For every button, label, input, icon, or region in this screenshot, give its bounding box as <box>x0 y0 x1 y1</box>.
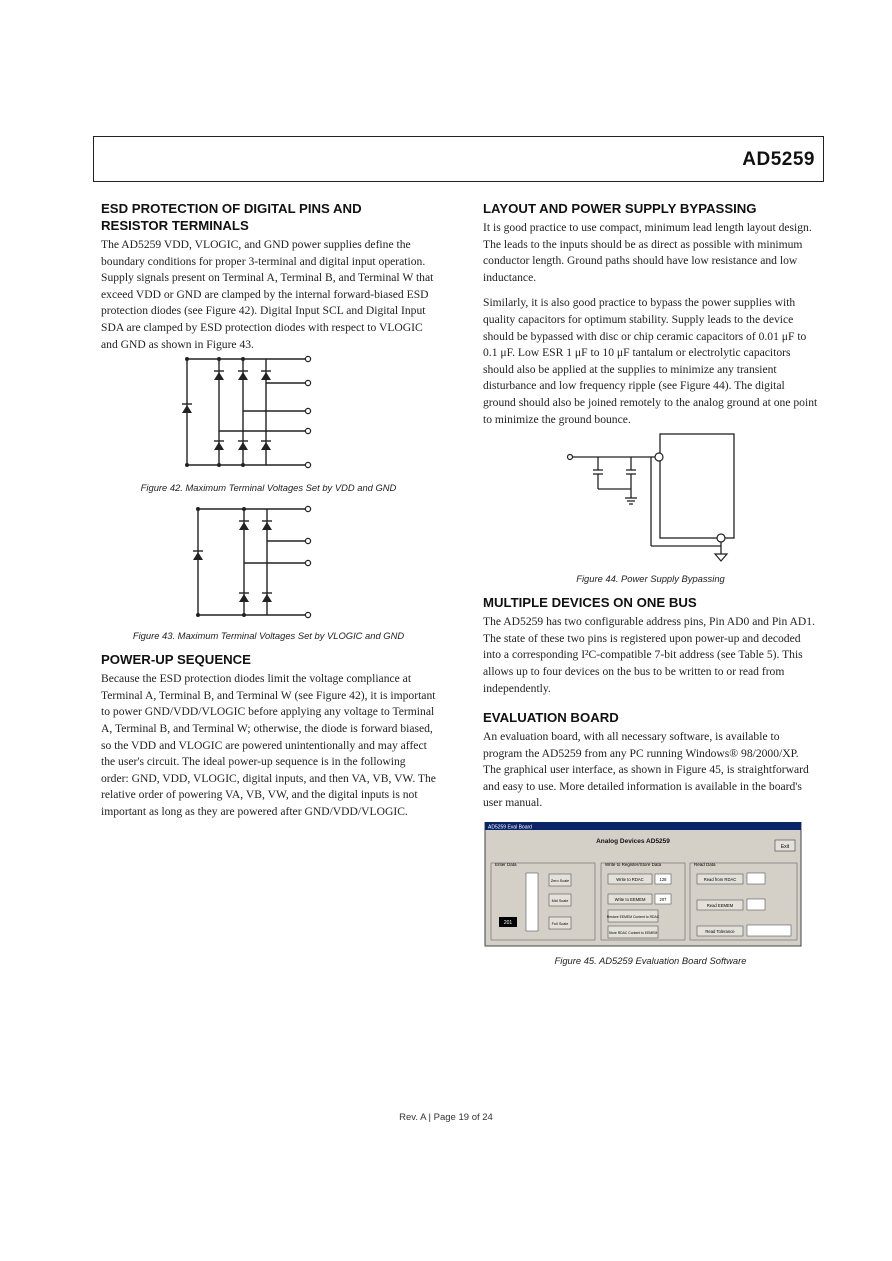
esd-heading <box>101 200 436 234</box>
full-scale-label: Full Scale <box>551 922 569 927</box>
figure-45-caption: Figure 45. AD5259 Evaluation Board Software <box>554 955 747 967</box>
figure-43-caption: Figure 43. Maximum Terminal Voltages Set by VLOGIC and GND <box>132 630 405 642</box>
software-window-title: AD5259 Eval Board <box>488 824 532 831</box>
figure-42-diagram <box>101 353 436 475</box>
data-value: 201 <box>503 920 513 927</box>
layout-paragraph-2: Similarly, it is also good practice to bypass the power supplies with quality capacitors for optimum stability. Supply leads to the device should be bypassed with disc or chip ceramic capacitors of 0.01 μF to 0.1 μF. Low ESR 1 μF to 10 μF tantalum or electrolytic capacitors should also be applied at the supplies to minimize any transient disturbance and low frequency ripple (see Figure 44). The digital ground should also be joined remotely to the analog ground at one point to minimize the ground bounce. <box>483 296 818 426</box>
read-tolerance-label: Read Tolerance <box>705 929 735 935</box>
page-header <box>93 136 824 182</box>
left-column <box>101 200 436 821</box>
evaluation-heading: EVALUATION BOARD <box>483 710 619 726</box>
powerup-heading: POWER-UP SEQUENCE <box>101 652 251 668</box>
figure-42 <box>101 353 436 493</box>
figure-44-diagram <box>483 428 818 566</box>
rdac-value: 128 <box>659 877 667 883</box>
write-rdac-label: Write to RDAC <box>616 877 644 883</box>
esd-heading-line1: ESD PROTECTION OF DIGITAL PINS AND <box>101 201 362 216</box>
page-footer: Rev. A | Page 19 of 24 <box>399 1112 493 1123</box>
enter-data-label: Enter Data <box>495 862 517 868</box>
read-eemem-field <box>747 899 765 910</box>
data-slider[interactable] <box>526 873 538 931</box>
write-eemem-label: Write to EEMEM <box>614 897 646 903</box>
right-column <box>483 200 818 976</box>
figure-43 <box>101 503 436 641</box>
figure-45 <box>483 822 818 966</box>
layout-heading: LAYOUT AND POWER SUPPLY BYPASSING <box>483 201 757 216</box>
mid-scale-label: Mid Scale <box>551 899 569 904</box>
layout-paragraph-1: It is good practice to use compact, minimum lead length layout design. The leads to the inputs should be as direct as possible with minimum conductor length. Ground paths should have low resistance and low inductance. <box>483 221 812 284</box>
figure-42-caption: Figure 42. Maximum Terminal Voltages Set by VDD and GND <box>140 482 397 494</box>
evaluation-paragraph: An evaluation board, with all necessary software, is available to program the AD5259 from any PC running Windows® 98/2000/XP. The graphical user interface, as shown in Figure 45, is straightforward and easy to use. More detailed information is available in the board's user manual. <box>483 730 809 810</box>
read-rdac-label: Read from RDAC <box>703 877 737 883</box>
esd-heading-line2: RESISTOR TERMINALS <box>101 218 249 233</box>
exit-label: Exit <box>780 844 790 851</box>
powerup-paragraph: Because the ESD protection diodes limit the voltage compliance at Terminal A, Terminal B, and Terminal W (see Figure 42), it is important to power GND/VDD/VLOGIC before applying any voltage to Terminal A, Terminal B, and Terminal W; otherwise, the diode is forward biased, so the VDD and VLOGIC are powered unintentionally and may affect the user's circuit. The ideal power-up sequence is in the following order: GND, VDD, VLOGIC, digital inputs, and then VA, VB, VW. The relative order of powering VA, VB, VW, and the digital inputs is not important as long as they are powered after GND/VDD/VLOGIC. <box>101 672 436 818</box>
figure-44 <box>483 428 818 584</box>
software-screenshot <box>483 822 813 948</box>
part-number: AD5259 <box>742 149 815 170</box>
multiple-heading: MULTIPLE DEVICES ON ONE BUS <box>483 595 697 611</box>
figure-44-caption: Figure 44. Power Supply Bypassing <box>576 573 725 585</box>
store-label: Store RDAC Content to EEMEM <box>608 931 658 936</box>
software-app-title: Analog Devices AD5259 <box>596 838 670 846</box>
read-tolerance-field <box>747 925 791 936</box>
read-data-label: Read Data <box>694 862 716 868</box>
read-rdac-field <box>747 873 765 884</box>
read-eemem-label: Read EEMEM <box>706 903 734 909</box>
write-data-label: Write to Register/Store Data <box>605 862 662 868</box>
eemem-value: 207 <box>659 897 667 903</box>
multiple-paragraph: The AD5259 has two configurable address pins, Pin AD0 and Pin AD1. The state of these two pins is registered upon power-up and decoded into a corresponding I²C-compatible 7-bit address (see Table 5). This allows up to four devices on the bus to be written to or read from independently. <box>483 615 816 695</box>
figure-43-diagram <box>101 503 436 623</box>
esd-paragraph: The AD5259 VDD, VLOGIC, and GND power supplies define the boundary conditions for proper 3-terminal and digital input operation. Supply signals present on Terminal A, Terminal B, and Terminal W that exceed VDD or GND are clamped by the internal forward-biased ESD protection diodes (see Figure 42). Digital Input SCL and Digital Input SDA are clamped by ESD protection diodes with respect to VLOGIC and GND as shown in Figure 43. <box>101 238 434 351</box>
restore-label: Restore EEMEM Content to RDAC <box>606 915 660 920</box>
zero-scale-label: Zero Scale <box>550 879 570 884</box>
